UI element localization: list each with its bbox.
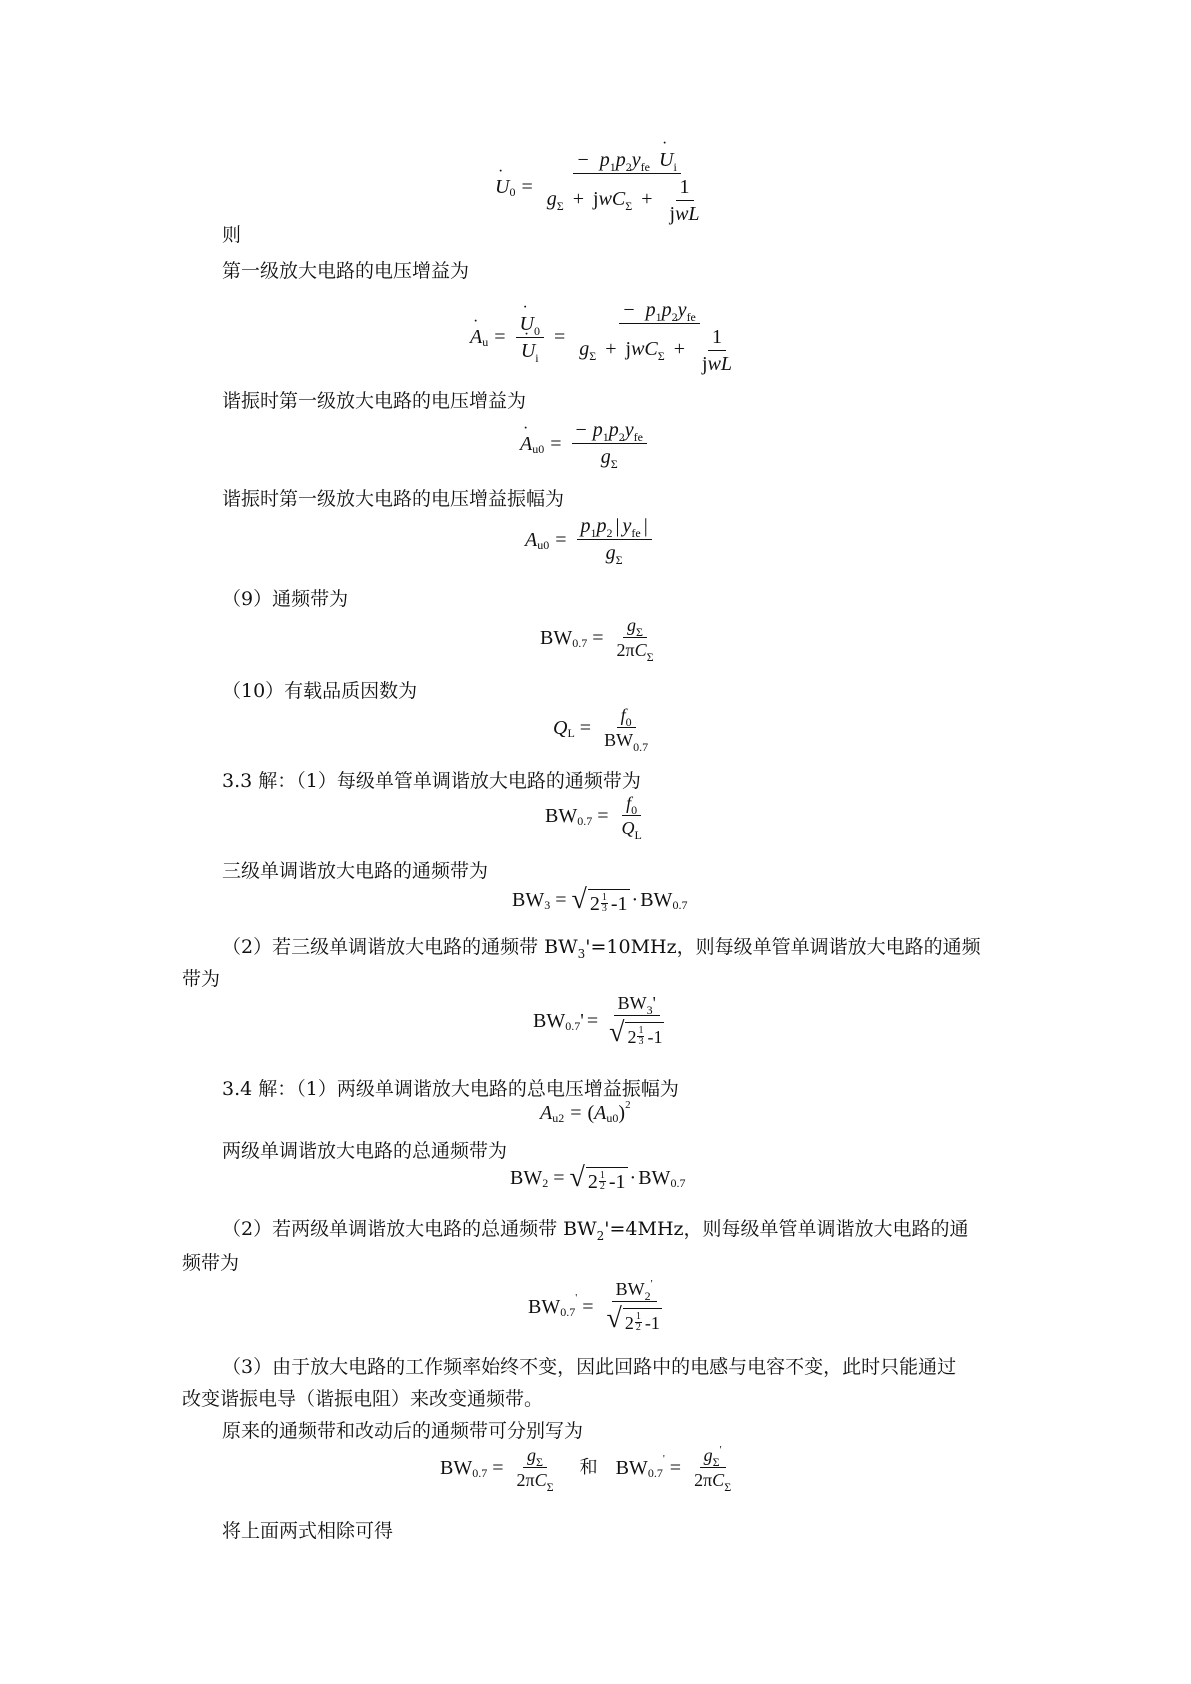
paragraph-three-a: （3）由于放大电路的工作频率始终不变，因此回路中的电感与电容不变，此时只能通过 xyxy=(222,1356,957,1378)
equation-two-stage-gain: A u2 = ( A u0 ) 2 xyxy=(540,1098,631,1125)
paragraph-two-stage-passband: 两级单调谐放大电路的总通频带为 xyxy=(222,1140,508,1162)
text-ze: 则 xyxy=(222,224,242,246)
paragraph-original-and-modified: 原来的通频带和改动后的通频带可分别写为 xyxy=(222,1420,584,1442)
paragraph-3-3: 3.3 解：（1）每级单管单调谐放大电路的通频带为 xyxy=(222,770,641,792)
equation-three-stage-per-stage: BW 0.7 ' = $BW_3'$ √ 2 1 3 -1 xyxy=(533,993,663,1048)
paragraph-three-stage-if-cont: 带为 xyxy=(182,968,221,990)
paragraph-resonant-gain: 谐振时第一级放大电路的电压增益为 xyxy=(222,390,527,412)
equation-resonant-gain-amplitude: A u0 = $\frac{p_1p_2 | y_{fe} |}{g_\Sigma}$ xyxy=(525,516,656,563)
fraction: − $p_1p_2y_{fe} \cdot U_i$ $g_\Sigma + jwC_\Sigma$ + $\frac{1}{\text{jwL}}$ xyxy=(543,150,712,224)
paragraph-3-4: 3.4 解：（1）两级单调谐放大电路的总电压增益振幅为 xyxy=(222,1078,679,1100)
equation-single-stage-passband: BW 0.7 = $\frac{f_0}{Q_L}$ xyxy=(545,793,642,842)
paragraph-passband: （9）通频带为 xyxy=(222,588,349,610)
equation-loaded-q: Q L = $\frac{f_0}{BW_{0.7}}$ xyxy=(553,705,649,754)
equation-passband: BW 0.7 = $\frac{g_\Sigma}{2\pi C_\Sigma}$ xyxy=(540,615,654,664)
paragraph-loaded-q: （10）有载品质因数为 xyxy=(222,680,418,702)
paragraph-two-stage-if-cont: 频带为 xyxy=(182,1252,240,1274)
equation-original-and-modified: BW 0.7 = $\frac{g_\Sigma}{2\pi C_\Sigma}$ 和 BW 0.7 ' = $\frac{g_\Sigma'}{2\pi C_\Sigma}$ xyxy=(440,1444,732,1494)
paragraph-three-stage-passband: 三级单调谐放大电路的通频带为 xyxy=(222,860,489,882)
equation-two-stage-passband: BW 2 = √ 2 1 2 -1 · BW 0.7 xyxy=(510,1162,686,1193)
paragraph-two-stage-if: （2）若两级单调谐放大电路的总通频带 $BW_2'=4MHz$，则每级单管单调谐放大电路的通 xyxy=(222,1218,969,1243)
paragraph-divide: 将上面两式相除可得 xyxy=(222,1520,394,1542)
paragraph-three-stage-if: （2）若三级单调谐放大电路的通频带 $BW_3'=10MHz$，则每级单管单调谐放大电路的通频 xyxy=(222,936,981,961)
paragraph-resonant-gain-amplitude: 谐振时第一级放大电路的电压增益振幅为 xyxy=(222,488,565,510)
equation-three-stage-passband: BW 3 = √ 2 1 3 -1 · BW 0.7 xyxy=(512,884,688,915)
equation-voltage-gain: · A u = · $U_0$ · $U_i$ = − $p_1p_2y_{fe}$ $g_\Sigma + jwC_\Sigma$ + $\frac{1}{\text{jwL}}$ xyxy=(470,300,748,374)
equation-two-stage-per-stage: BW 0.7 ' = $BW_2'$ √ 2 1 2 -1 xyxy=(528,1278,660,1334)
equation-resonant-gain: · A u0 = $\frac{- p_1p_2y_{fe}}{g_\Sigma}$ xyxy=(520,420,651,467)
paragraph-first-stage-gain: 第一级放大电路的电压增益为 xyxy=(222,260,470,282)
equation-output-voltage: · U 0 = − $p_1p_2y_{fe} \cdot U_i$ $g_\Sigma + jwC_\Sigma$ + $\frac{1}{\text{jwL}}$ xyxy=(495,150,716,224)
paragraph-three-b: 改变谐振电导（谐振电阻）来改变通频带。 xyxy=(182,1388,544,1410)
